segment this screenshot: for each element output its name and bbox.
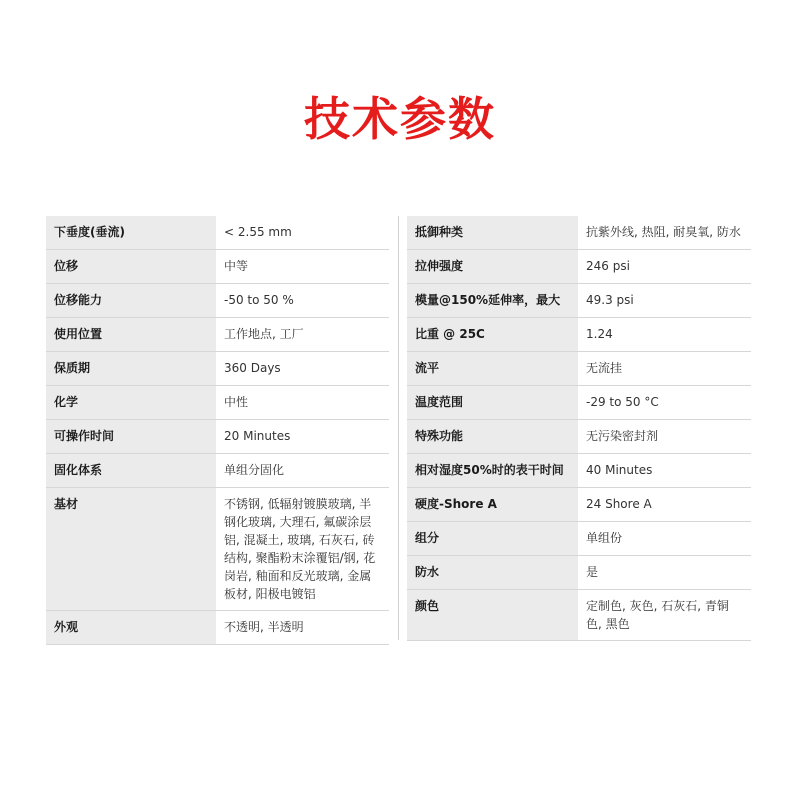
- table-row: [407, 386, 751, 420]
- table-row: [46, 386, 389, 420]
- spec-label: 基材: [46, 488, 216, 611]
- spec-label: 温度范围: [407, 386, 578, 420]
- spec-label: 固化体系: [46, 454, 216, 488]
- spec-value: 不锈钢, 低辐射镀膜玻璃, 半钢化玻璃, 大理石, 氟碳涂层铝, 混凝土, 玻璃, 石灰石, 砖结构, 聚酯粉末涂覆铝/钢, 花岗岩, 釉面和反光玻璃, 金属板材, 阳极电镀铝: [216, 488, 389, 611]
- spec-label: 比重 @ 25C: [407, 318, 578, 352]
- spec-label: 流平: [407, 352, 578, 386]
- table-row: [407, 454, 751, 488]
- table-row: [46, 420, 389, 454]
- spec-value: 定制色, 灰色, 石灰石, 青铜色, 黑色: [578, 590, 751, 641]
- spec-label: 外观: [46, 611, 216, 645]
- spec-value: 单组份: [578, 522, 751, 556]
- spec-label: 位移: [46, 250, 216, 284]
- table-row: [46, 488, 389, 611]
- spec-value: -29 to 50 °C: [578, 386, 751, 420]
- table-row: [407, 420, 751, 454]
- spec-value: 246 psi: [578, 250, 751, 284]
- spec-label: 硬度-Shore A: [407, 488, 578, 522]
- table-row: [46, 611, 389, 645]
- spec-value: 49.3 psi: [578, 284, 751, 318]
- table-row: [407, 590, 751, 641]
- table-row: [46, 250, 389, 284]
- spec-value: 单组分固化: [216, 454, 389, 488]
- spec-label: 化学: [46, 386, 216, 420]
- spec-table-left: [46, 216, 389, 645]
- spec-label: 抵御种类: [407, 216, 578, 250]
- table-row: [46, 318, 389, 352]
- spec-value: 无污染密封剂: [578, 420, 751, 454]
- spec-value: 24 Shore A: [578, 488, 751, 522]
- spec-value: 40 Minutes: [578, 454, 751, 488]
- table-row: [46, 284, 389, 318]
- spec-value: 抗紫外线, 热阻, 耐臭氧, 防水: [578, 216, 751, 250]
- spec-label: 特殊功能: [407, 420, 578, 454]
- page-title: 技术参数: [304, 92, 496, 146]
- table-row: [407, 522, 751, 556]
- column-divider: [398, 216, 399, 640]
- spec-label: 保质期: [46, 352, 216, 386]
- spec-label: 下垂度(垂流): [46, 216, 216, 250]
- table-row: [46, 352, 389, 386]
- table-row: [407, 488, 751, 522]
- spec-value: 不透明, 半透明: [216, 611, 389, 645]
- table-row: [407, 352, 751, 386]
- spec-value: -50 to 50 %: [216, 284, 389, 318]
- spec-value: 360 Days: [216, 352, 389, 386]
- table-row: [407, 556, 751, 590]
- spec-value: 是: [578, 556, 751, 590]
- spec-value: 中性: [216, 386, 389, 420]
- spec-label: 相对湿度50%时的表干时间: [407, 454, 578, 488]
- table-row: [46, 216, 389, 250]
- spec-value: 无流挂: [578, 352, 751, 386]
- spec-value: 中等: [216, 250, 389, 284]
- spec-value: 20 Minutes: [216, 420, 389, 454]
- spec-label: 组分: [407, 522, 578, 556]
- spec-table-right: [407, 216, 751, 641]
- spec-label: 模量@150%延伸率，最大: [407, 284, 578, 318]
- spec-value: 工作地点, 工厂: [216, 318, 389, 352]
- table-row: [407, 318, 751, 352]
- spec-label: 可操作时间: [46, 420, 216, 454]
- spec-label: 位移能力: [46, 284, 216, 318]
- spec-value: < 2.55 mm: [216, 216, 389, 250]
- table-row: [407, 250, 751, 284]
- spec-label: 防水: [407, 556, 578, 590]
- spec-label: 拉伸强度: [407, 250, 578, 284]
- spec-value: 1.24: [578, 318, 751, 352]
- spec-label: 使用位置: [46, 318, 216, 352]
- table-row: [407, 216, 751, 250]
- table-row: [407, 284, 751, 318]
- table-row: [46, 454, 389, 488]
- spec-label: 颜色: [407, 590, 578, 641]
